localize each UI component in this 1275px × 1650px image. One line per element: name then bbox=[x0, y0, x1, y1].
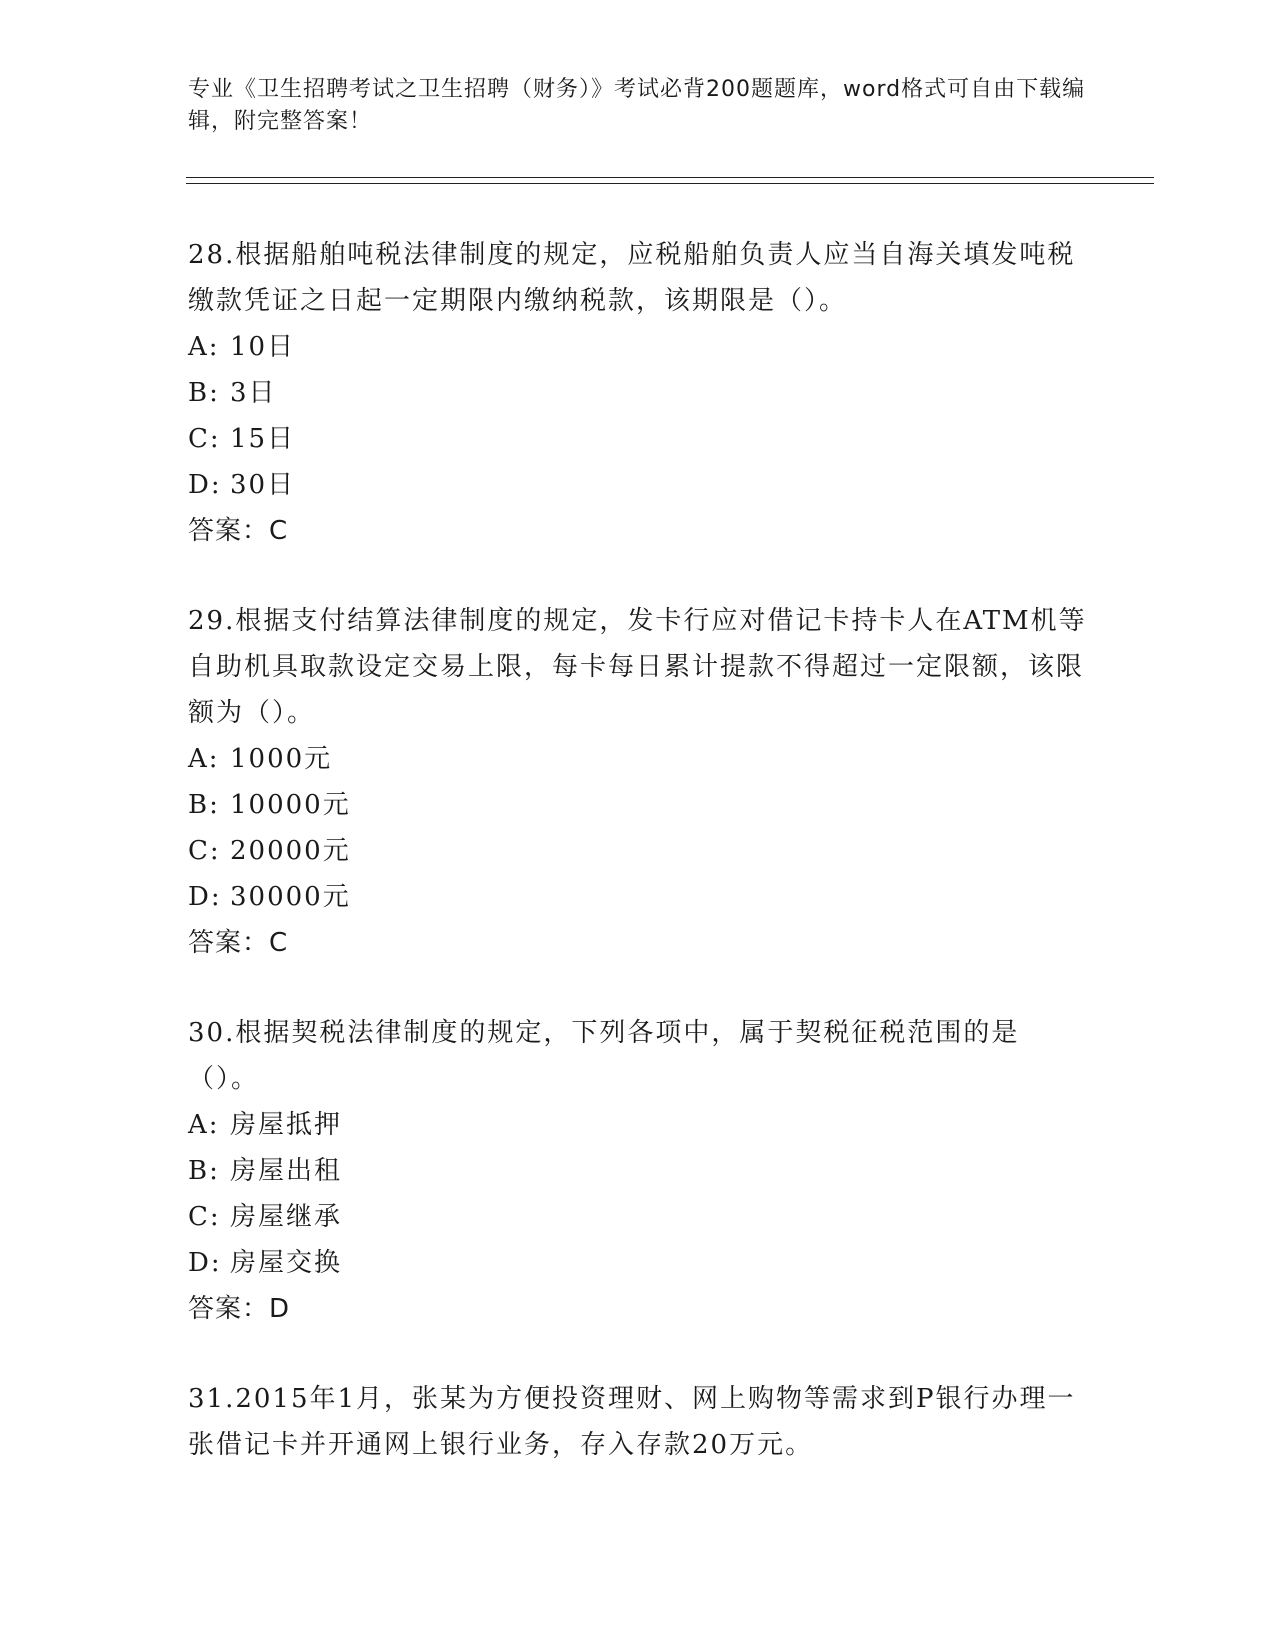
option-text: 15日 bbox=[230, 424, 296, 454]
option-d bbox=[188, 462, 1088, 508]
header-divider-bottom bbox=[186, 183, 1154, 184]
option-c bbox=[188, 1194, 1088, 1240]
option-text: 30日 bbox=[230, 470, 296, 500]
option-letter: A: bbox=[188, 332, 220, 362]
header-divider-top bbox=[186, 177, 1154, 178]
option-letter: B: bbox=[188, 1156, 220, 1186]
option-letter: D: bbox=[188, 1248, 222, 1278]
option-letter: C: bbox=[188, 424, 221, 454]
document-header bbox=[188, 74, 1088, 138]
option-c bbox=[188, 828, 1088, 874]
option-d bbox=[188, 874, 1088, 920]
option-letter: C: bbox=[188, 836, 221, 866]
answer-line: 答案：C bbox=[188, 928, 289, 958]
option-letter: A: bbox=[188, 1110, 220, 1140]
option-b bbox=[188, 1148, 1088, 1194]
option-text: 3日 bbox=[230, 378, 277, 408]
option-text: 10日 bbox=[230, 332, 296, 362]
option-letter: B: bbox=[188, 378, 220, 408]
option-a bbox=[188, 1102, 1088, 1148]
question-text: 29.根据支付结算法律制度的规定，发卡行应对借记卡持卡人在ATM机等自助机具取款设定交易上限，每卡每日累计提款不得超过一定限额，该限额为（）。 bbox=[188, 606, 1087, 728]
option-letter: D: bbox=[188, 882, 222, 912]
question-30 bbox=[188, 1010, 1088, 1332]
option-d bbox=[188, 1240, 1088, 1286]
option-c bbox=[188, 416, 1088, 462]
question-text: 28.根据船舶吨税法律制度的规定，应税船舶负责人应当自海关填发吨税缴款凭证之日起一定期限内缴纳税款，该期限是（）。 bbox=[188, 240, 1076, 316]
option-letter: C: bbox=[188, 1202, 221, 1232]
answer-line: 答案：D bbox=[188, 1294, 291, 1324]
option-text: 1000元 bbox=[230, 744, 333, 774]
option-text: 房屋抵押 bbox=[230, 1110, 343, 1140]
option-text: 20000元 bbox=[230, 836, 351, 866]
answer-line: 答案：C bbox=[188, 516, 289, 546]
option-b bbox=[188, 370, 1088, 416]
question-text: 31.2015年1月，张某为方便投资理财、网上购物等需求到P银行办理一张借记卡并开通网上银行业务，存入存款20万元。 bbox=[188, 1384, 1076, 1460]
option-a bbox=[188, 736, 1088, 782]
question-text: 30.根据契税法律制度的规定，下列各项中，属于契税征税范围的是（）。 bbox=[188, 1018, 1020, 1094]
option-a bbox=[188, 324, 1088, 370]
option-letter: B: bbox=[188, 790, 220, 820]
header-text: 专业《卫生招聘考试之卫生招聘（财务）》考试必背200题题库，word格式可自由下载编辑，附完整答案！ bbox=[188, 77, 1086, 134]
option-b bbox=[188, 782, 1088, 828]
option-text: 10000元 bbox=[230, 790, 351, 820]
question-28 bbox=[188, 232, 1088, 554]
option-letter: D: bbox=[188, 470, 222, 500]
option-text: 房屋出租 bbox=[230, 1156, 343, 1186]
option-letter: A: bbox=[188, 744, 220, 774]
question-list bbox=[188, 232, 1088, 1512]
question-31 bbox=[188, 1376, 1088, 1468]
option-text: 房屋交换 bbox=[230, 1248, 343, 1278]
question-29 bbox=[188, 598, 1088, 966]
option-text: 30000元 bbox=[230, 882, 351, 912]
option-text: 房屋继承 bbox=[230, 1202, 343, 1232]
